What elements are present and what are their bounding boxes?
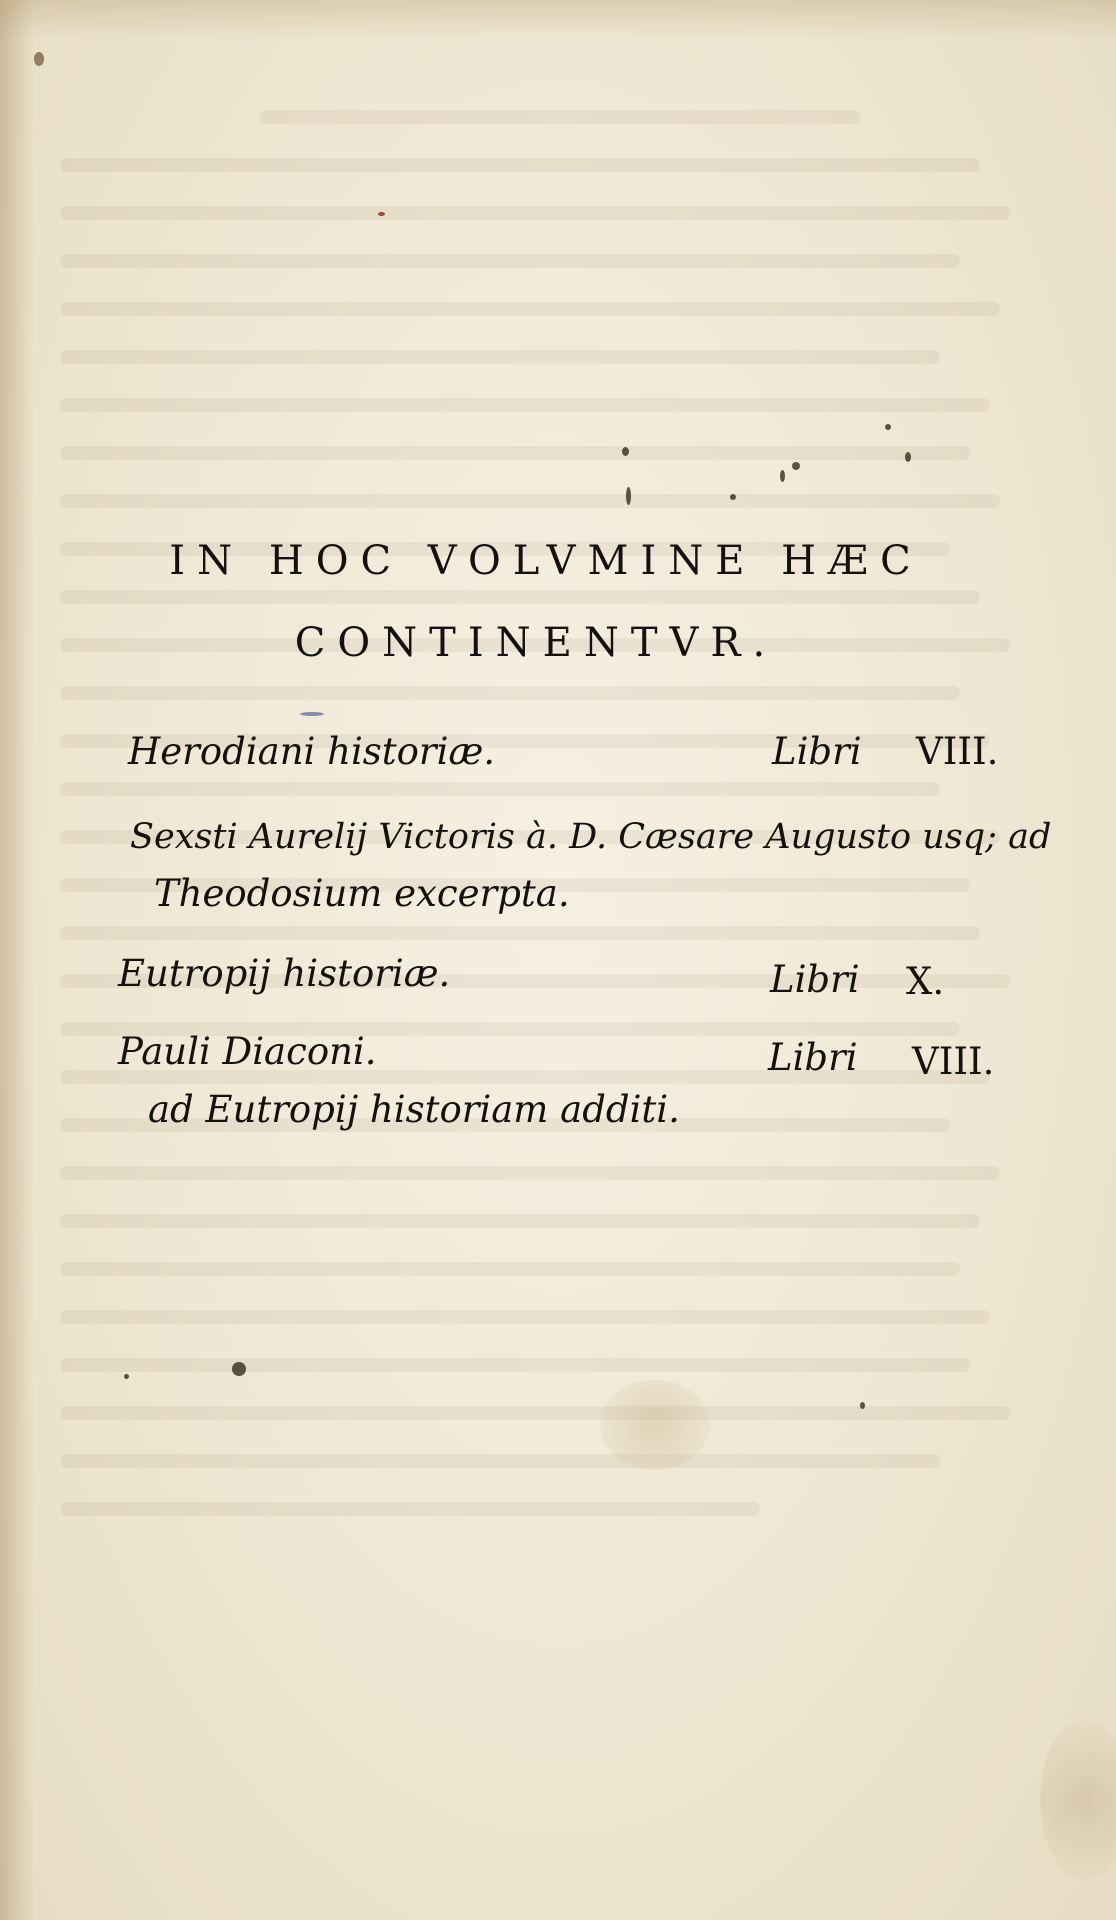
contents-entry-herodian-books: VIII. xyxy=(916,730,999,773)
ink-speck xyxy=(300,712,324,716)
paper-stain xyxy=(1040,1720,1116,1880)
contents-entry-victor: Sexsti Aurelij Victoris à. D. Cæsare Augusto usq; ad xyxy=(130,817,1052,857)
ink-speck xyxy=(232,1362,246,1376)
page-top-shadow xyxy=(0,0,1116,40)
contents-entry-paulus-continuation: ad Eutropij historiam additi. xyxy=(148,1088,680,1131)
contents-entry-victor-continuation: Theodosium excerpta. xyxy=(154,872,570,915)
contents-entry-eutropius-label: Libri xyxy=(770,958,860,1001)
page-heading-line-2: CONTINENTVR. xyxy=(294,620,778,666)
ink-speck xyxy=(622,447,629,456)
contents-entry-paulus-books: VIII. xyxy=(912,1040,995,1083)
page-heading-line-1: IN HOC VOLVMINE HÆC xyxy=(169,538,923,584)
ink-speck xyxy=(792,462,800,470)
ink-speck xyxy=(860,1402,865,1409)
ink-speck xyxy=(780,470,785,482)
ink-speck xyxy=(34,52,44,66)
ink-speck xyxy=(124,1374,129,1379)
contents-entry-herodian-label: Libri xyxy=(772,730,862,773)
page-edge-shadow xyxy=(0,0,34,1920)
contents-entry-eutropius: Eutropij historiæ. xyxy=(118,952,451,995)
contents-entry-paulus-label: Libri xyxy=(768,1036,858,1079)
ink-speck xyxy=(730,494,736,500)
paper-stain xyxy=(600,1380,710,1470)
ink-speck xyxy=(378,212,385,216)
contents-entry-herodian: Herodiani historiæ. xyxy=(128,730,495,773)
contents-entry-eutropius-books: X. xyxy=(906,960,945,1003)
ink-speck xyxy=(885,424,891,430)
contents-entry-paulus: Pauli Diaconi. xyxy=(118,1030,377,1073)
ink-speck xyxy=(905,452,911,462)
ink-speck xyxy=(626,487,631,505)
